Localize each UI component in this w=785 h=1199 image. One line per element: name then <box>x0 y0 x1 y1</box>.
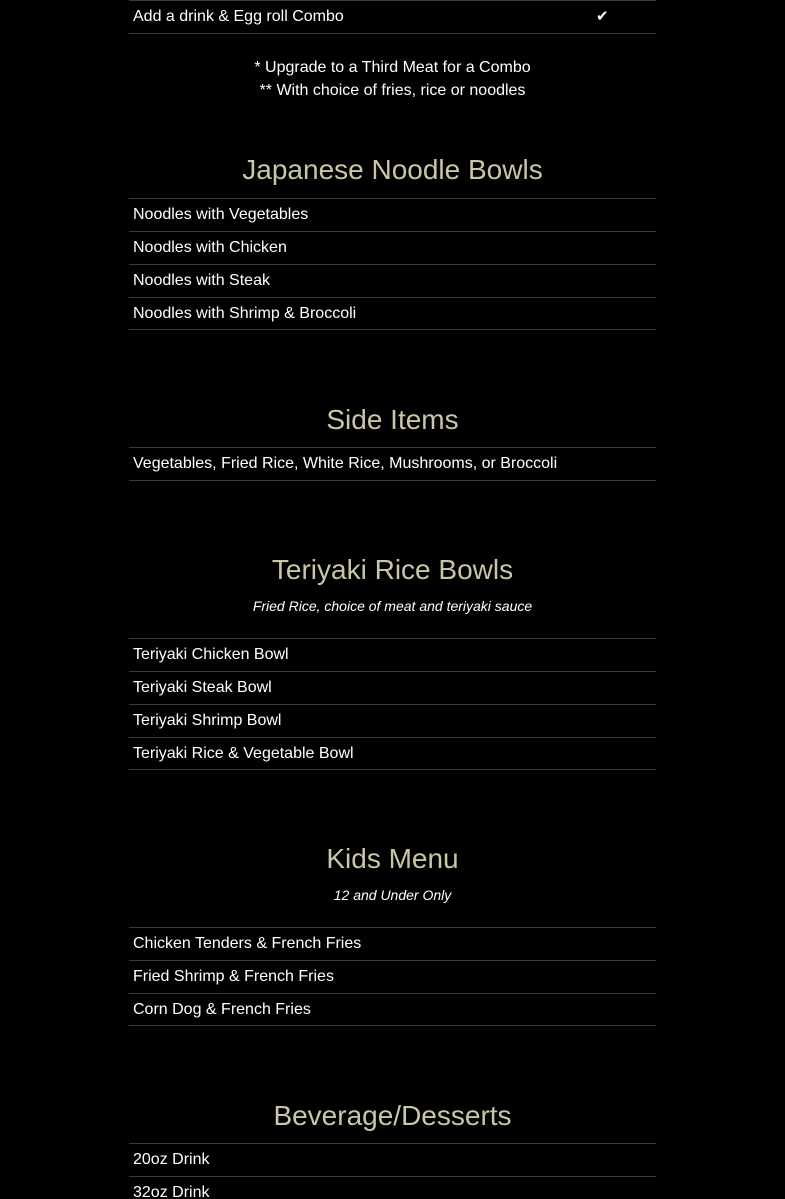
menu-item-name: Teriyaki Steak Bowl <box>133 679 272 696</box>
combo-row-label: Add a drink & Egg roll Combo <box>133 8 344 25</box>
table-row <box>129 231 656 264</box>
section-subtitle-kids: 12 and Under Only <box>333 887 452 903</box>
table-row <box>129 1143 656 1176</box>
check-icon: ✔ <box>596 8 609 25</box>
table-row <box>129 960 656 993</box>
menu-item-name: Chicken Tenders & French Fries <box>133 935 362 952</box>
menu-item-name: Noodles with Vegetables <box>133 206 309 223</box>
table-row <box>129 1176 656 1199</box>
table-row <box>129 297 656 330</box>
kids-table <box>129 927 656 1026</box>
section-title-kids: Kids Menu <box>326 843 459 874</box>
menu-item-name: Fried Shrimp & French Fries <box>133 968 334 985</box>
combo-note-choice: ** With choice of fries, rice or noodles <box>259 82 526 99</box>
menu-item-name: 32oz Drink <box>133 1184 210 1199</box>
teriyaki-table <box>129 638 656 770</box>
table-row <box>129 264 656 297</box>
table-row <box>129 704 656 737</box>
table-row <box>129 198 656 231</box>
table-row <box>129 638 656 671</box>
section-subtitle-teriyaki: Fried Rice, choice of meat and teriyaki sauce <box>252 598 533 614</box>
menu-item-name: Teriyaki Shrimp Bowl <box>133 712 282 729</box>
menu-item-name: 20oz Drink <box>133 1151 210 1168</box>
menu-item-name: Vegetables, Fried Rice, White Rice, Mushrooms, or Broccoli <box>133 455 558 472</box>
menu-item-name: Teriyaki Rice & Vegetable Bowl <box>133 745 354 762</box>
combo-note-upgrade: * Upgrade to a Third Meat for a Combo <box>254 59 531 76</box>
combo-table <box>129 0 656 34</box>
menu-item-name: Noodles with Shrimp & Broccoli <box>133 305 357 322</box>
sides-table <box>129 447 656 481</box>
table-row <box>129 993 656 1026</box>
table-row <box>129 927 656 960</box>
section-title-beverages: Beverage/Desserts <box>273 1100 512 1131</box>
table-row <box>129 447 656 481</box>
menu-item-name: Noodles with Chicken <box>133 239 287 256</box>
beverages-table <box>129 1143 656 1199</box>
section-title-noodles: Japanese Noodle Bowls <box>242 154 543 185</box>
table-row <box>129 0 656 34</box>
section-title-sides: Side Items <box>326 404 459 435</box>
table-row <box>129 737 656 770</box>
menu-item-name: Teriyaki Chicken Bowl <box>133 646 289 663</box>
section-title-teriyaki: Teriyaki Rice Bowls <box>271 554 514 585</box>
table-row <box>129 671 656 704</box>
menu-item-name: Corn Dog & French Fries <box>133 1001 311 1018</box>
noodles-table <box>129 198 656 330</box>
menu-item-name: Noodles with Steak <box>133 272 270 289</box>
